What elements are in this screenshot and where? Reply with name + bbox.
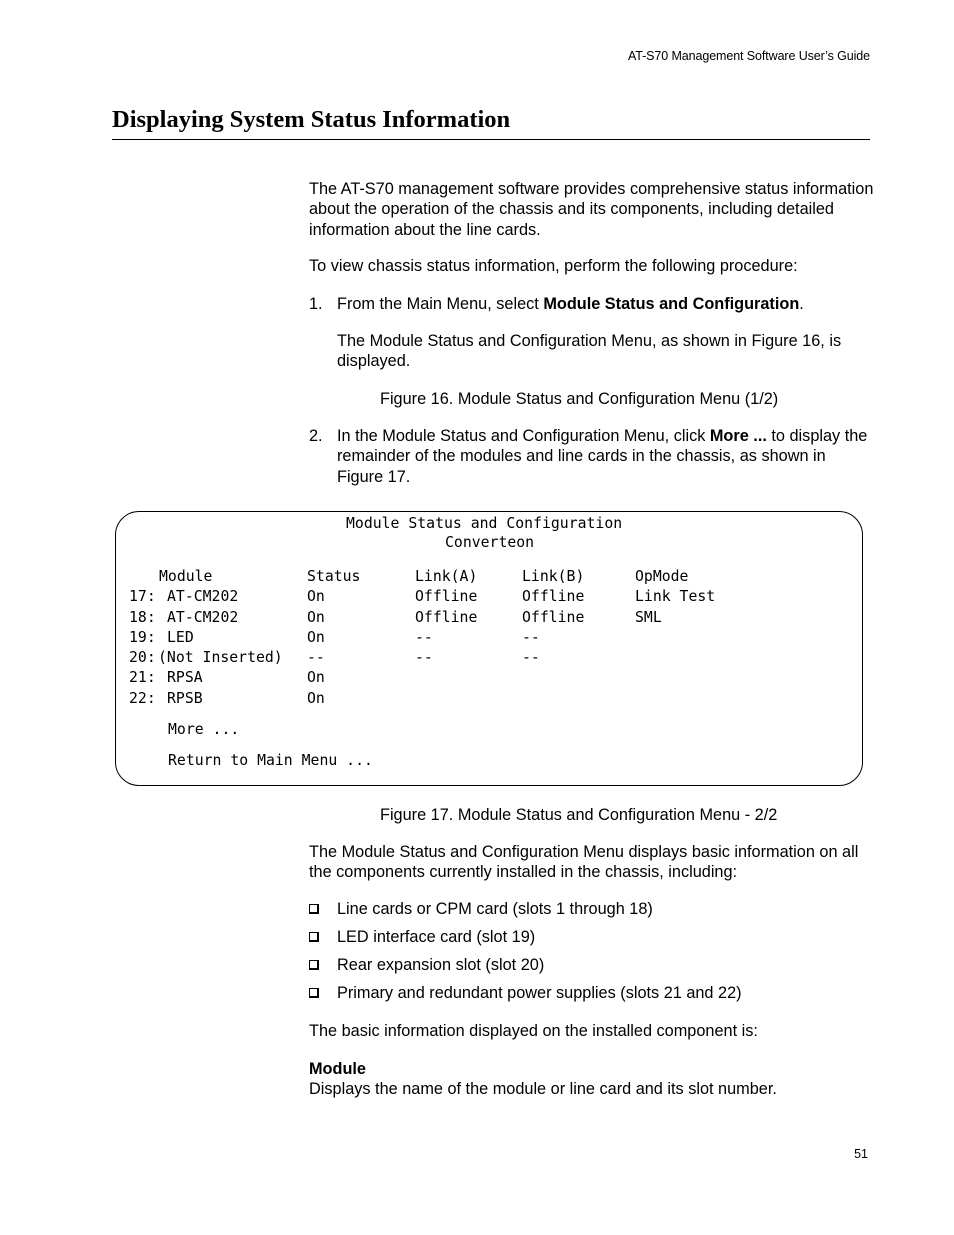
- console-title: Module Status and Configuration: [346, 515, 623, 532]
- checkbox-bullet-icon: [309, 960, 319, 970]
- link-b-status: Offline: [522, 588, 585, 605]
- checkbox-bullet-icon: [309, 988, 319, 998]
- slot-number: 19:: [129, 629, 156, 646]
- menu-option-name: More ...: [709, 427, 767, 445]
- slot-number: 21:: [129, 669, 156, 686]
- module-name[interactable]: RPSB: [167, 690, 203, 707]
- module-name[interactable]: (Not Inserted): [158, 649, 283, 666]
- list-item-text: Primary and redundant power supplies (slots 21 and 22): [337, 984, 742, 1002]
- list-item: [309, 899, 874, 927]
- checkbox-bullet-icon: [309, 904, 319, 914]
- module-name[interactable]: AT-CM202: [167, 588, 239, 605]
- link-a-status: Offline: [415, 588, 478, 605]
- summary-paragraph: The Module Status and Configuration Menu displays basic information on all the components currently installed in the chassis, including:: [309, 843, 859, 882]
- list-item: [309, 983, 874, 1011]
- figure-17-caption: Figure 17. Module Status and Configuration Menu - 2/2: [380, 806, 778, 824]
- page-number: 51: [854, 1147, 868, 1161]
- term-description: Displays the name of the module or line card and its slot number.: [309, 1080, 777, 1098]
- module-status: On: [307, 588, 325, 605]
- intro-paragraph: The AT-S70 management software provides comprehensive status information about the operation of the chassis and its components, including detailed information about the line cards.: [309, 180, 874, 239]
- link-b-status: Offline: [522, 609, 585, 626]
- opmode-value: SML: [635, 609, 662, 626]
- return-to-main-menu-option[interactable]: Return to Main Menu ...: [168, 752, 373, 769]
- running-header: AT-S70 Management Software User’s Guide: [627, 49, 870, 63]
- column-header-link-b: Link(B): [522, 568, 585, 585]
- component-list: [309, 899, 874, 1011]
- list-item: [309, 955, 874, 983]
- list-item: [309, 927, 874, 955]
- section-title: Displaying System Status Information: [112, 106, 511, 133]
- list-item-text: LED interface card (slot 19): [337, 928, 536, 946]
- figure-16-caption: Figure 16. Module Status and Configuration Menu (1/2): [380, 390, 779, 408]
- step-number: 1.: [309, 295, 323, 313]
- link-b-status: --: [522, 649, 540, 666]
- column-header-status: Status: [307, 568, 361, 585]
- title-divider: [112, 139, 870, 140]
- slot-number: 17:: [129, 588, 156, 605]
- opmode-value: Link Test: [635, 588, 716, 605]
- link-a-status: Offline: [415, 609, 478, 626]
- module-status: --: [307, 649, 325, 666]
- step-text-suffix: .: [799, 295, 804, 313]
- step-text-suffix: to display the remainder of the modules and line cards in the chassis, as shown in Figure 17.: [337, 427, 868, 486]
- step-number: 2.: [309, 427, 323, 445]
- column-header-link-a: Link(A): [415, 568, 478, 585]
- link-b-status: --: [522, 629, 540, 646]
- step-text-prefix: In the Module Status and Configuration Menu, click: [337, 427, 710, 445]
- column-header-opmode: OpMode: [635, 568, 689, 585]
- term-heading: Module: [309, 1060, 366, 1078]
- console-subtitle: Converteon: [445, 534, 535, 551]
- step-text: [337, 294, 874, 314]
- step-text: [337, 426, 874, 487]
- module-status: On: [307, 609, 325, 626]
- slot-number: 20:: [129, 649, 156, 666]
- more-option[interactable]: More ...: [168, 721, 240, 738]
- module-name[interactable]: AT-CM202: [167, 609, 239, 626]
- basic-info-intro: The basic information displayed on the installed component is:: [309, 1022, 758, 1040]
- module-name[interactable]: RPSA: [167, 669, 203, 686]
- link-a-status: --: [415, 629, 433, 646]
- checkbox-bullet-icon: [309, 932, 319, 942]
- module-status: On: [307, 669, 325, 686]
- procedure-intro: To view chassis status information, perform the following procedure:: [309, 257, 798, 275]
- slot-number: 22:: [129, 690, 156, 707]
- menu-option-name: Module Status and Configuration: [543, 295, 800, 313]
- module-name[interactable]: LED: [167, 629, 194, 646]
- console-screen-figure: [115, 511, 863, 786]
- list-item-text: Rear expansion slot (slot 20): [337, 956, 545, 974]
- module-status: On: [307, 690, 325, 707]
- step-text-prefix: From the Main Menu, select: [337, 295, 544, 313]
- link-a-status: --: [415, 649, 433, 666]
- column-header-module: Module: [159, 568, 213, 585]
- module-status: On: [307, 629, 325, 646]
- step-1-result: The Module Status and Configuration Menu, as shown in Figure 16, is displayed.: [337, 332, 842, 371]
- list-item-text: Line cards or CPM card (slots 1 through 18): [337, 900, 653, 918]
- slot-number: 18:: [129, 609, 156, 626]
